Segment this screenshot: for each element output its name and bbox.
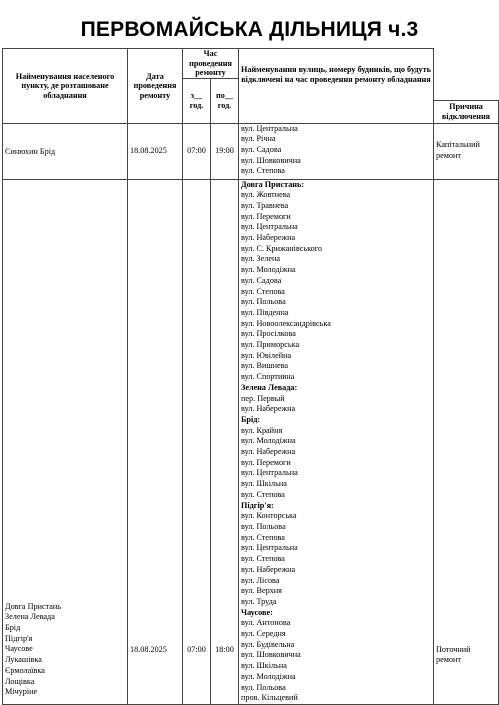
settlement-item: Лукашівка (5, 655, 42, 665)
settlement-item: Брід (5, 623, 21, 633)
header-time: Час проведення ремонту (183, 49, 239, 79)
street-item: вул. Садова (241, 144, 282, 154)
street-item: вул. Набережна (241, 564, 296, 574)
date-cell: 18.08.2025 (128, 179, 183, 704)
street-item: вул. Польова (241, 522, 286, 531)
street-item: вул. Центральна (241, 468, 298, 478)
settlement-item: Зелена Левада (5, 612, 55, 622)
street-item: вул. Набережна (241, 233, 296, 243)
table-row (3, 123, 499, 179)
street-item: вул. Травнева (241, 200, 289, 210)
street-item: вул. Степова (241, 489, 285, 499)
street-item: вул. Степова (241, 554, 285, 564)
street-item: вул. Шовковична (241, 650, 301, 660)
street-item: вул. Степова (241, 286, 285, 296)
header-from: з__ год. (183, 78, 211, 123)
street-item: вул. Перемоги (241, 457, 291, 467)
street-item: вул. Степова (241, 532, 285, 542)
street-item: вул. Жовтнева (241, 190, 291, 200)
street-item: вул. Середня (241, 629, 286, 639)
street-item: вул. Центральна (241, 222, 298, 232)
street-item: вул. Набережна (241, 404, 296, 414)
to-cell: 19:00 (211, 123, 239, 179)
street-item: вул. Південна (241, 307, 289, 317)
cause-cell: Поточний ремонт (434, 179, 499, 704)
settlement-cell: Синюхин Брід (3, 123, 128, 179)
from-cell: 07:00 (183, 179, 211, 704)
street-item: вул. Шовковична (241, 155, 301, 165)
street-item: вул. Річна (241, 134, 276, 144)
street-item: вул. Ювілейна (241, 350, 292, 360)
street-item: вул. Польова (241, 297, 286, 307)
settlement-item: Довга Пристань (5, 601, 62, 611)
street-item: вул. Приморська (241, 340, 300, 350)
street-item: вул. Польова (241, 682, 286, 692)
settlement-item: Лощівка (5, 676, 35, 686)
street-item: вул. Молодіжна (241, 436, 296, 446)
street-item: вул. Садова (241, 275, 282, 285)
street-item: вул. Центральна (241, 543, 298, 553)
street-item: пров. Кільцевий (241, 693, 298, 703)
settlement-cell (3, 179, 128, 704)
header-streets-spacer (239, 100, 434, 123)
street-item: вул. Крайня (241, 425, 283, 435)
street-item: вул. Шкільна (241, 479, 287, 489)
street-item: вул. Молодіжна (241, 265, 296, 275)
settlement-subheading: Довга Пристань: (241, 179, 305, 189)
street-item: вул. Зелена (241, 254, 280, 264)
header-to: по__ год. (211, 78, 239, 123)
header-streets: Найменування вулиць, номеру будинків, що будуть відключені на час проведення ремонту обладнання (239, 49, 434, 101)
to-cell: 18:00 (211, 179, 239, 704)
street-item: вул. Будівельна (241, 639, 295, 649)
street-item: вул. Степова (241, 166, 285, 176)
settlement-item: Підгір'я (5, 633, 33, 643)
header-cause: Причина відключення (434, 100, 499, 123)
streets-cell (239, 123, 434, 179)
header-settlement: Найменування населеного пункту, де розташоване обладнання (3, 49, 128, 124)
street-item: вул. Верхня (241, 586, 282, 596)
header-spacer (434, 49, 499, 101)
street-item: вул. Лісова (241, 575, 280, 585)
settlement-subheading: Підгір'я: (241, 500, 274, 510)
street-item: вул. Труда (241, 596, 277, 606)
street-item: вул. Набережна (241, 447, 296, 457)
settlement-subheading: Брід: (241, 414, 261, 424)
page-title: ПЕРВОМАЙСЬКА ДІЛЬНИЦЯ ч.3 (80, 18, 419, 41)
street-item: вул. С. Крижанівського (241, 243, 323, 253)
outage-table (2, 48, 499, 705)
header-date: Дата проведення ремонту (128, 49, 183, 124)
date-cell: 18.08.2025 (128, 123, 183, 179)
street-item: вул. Спортивна (241, 372, 295, 382)
street-item: вул. Новоолександрівська (241, 318, 331, 328)
settlement-subheading: Зелена Левада: (241, 382, 298, 392)
street-item: вул. Просілкова (241, 329, 296, 339)
street-item: вул. Шкільна (241, 661, 287, 671)
street-item: вул. Центральна (241, 123, 298, 133)
street-item: вул. Антонова (241, 618, 291, 628)
street-item: вул. Молодіжна (241, 671, 296, 681)
street-item: вул. Конторська (241, 511, 297, 521)
settlement-item: Єрмолаївка (5, 665, 45, 675)
streets-cell (239, 179, 434, 704)
settlement-item: Мічуріне (5, 687, 38, 697)
settlement-subheading: Чаусове: (241, 607, 273, 617)
table-row (3, 179, 499, 704)
from-cell: 07:00 (183, 123, 211, 179)
street-item: вул. Перемоги (241, 211, 291, 221)
cause-cell: Капітальний ремонт (434, 123, 499, 179)
street-item: пер. Первый (241, 393, 285, 403)
settlement-item: Чаусове (5, 644, 33, 654)
street-item: вул. Вишнева (241, 361, 289, 371)
